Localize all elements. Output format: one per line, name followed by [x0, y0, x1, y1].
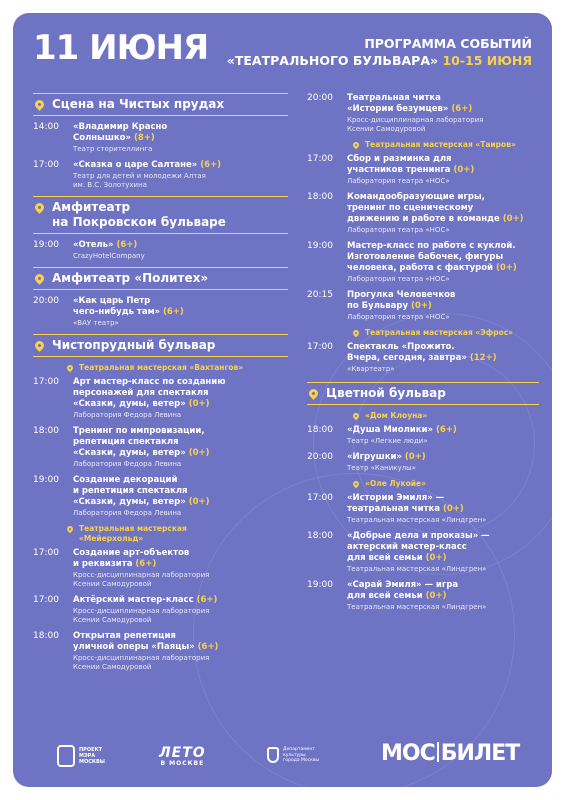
event-title	[73, 548, 288, 570]
event-name: Открытая репетиция уличной оперы «Паяцы»	[73, 631, 195, 652]
culture-department-text: Департамент культуры города Москвы	[283, 747, 320, 763]
summer-logo-small: В МОСКВЕ	[160, 760, 205, 767]
event-body	[73, 122, 288, 154]
event-time: 17:00	[307, 493, 333, 503]
event-name: Спектакль «Прожито. Вчера, сегодня, завтра»	[347, 342, 467, 363]
workshop-events	[307, 93, 539, 134]
event-organizer: Кросс-дисциплинарная лаборатория Ксении Самодуровой	[73, 607, 210, 624]
event-time: 18:00	[33, 631, 59, 641]
venue-name: Амфитеатр на Покровском бульваре	[52, 200, 226, 229]
event-name: Создание арт-объектов и реквизита	[73, 548, 190, 569]
workshop-name: Театральная мастерская «Вахтангов»	[79, 363, 244, 372]
age-rating: (0+)	[425, 591, 447, 601]
event-body	[73, 426, 288, 469]
event-title	[347, 290, 539, 312]
event-row	[33, 595, 288, 625]
event-body	[347, 290, 539, 322]
event-organizer: Театр «Легкие люди»	[347, 437, 428, 445]
event-row	[307, 580, 539, 612]
event-name: Сбор и разминка для участников тренинга	[347, 154, 452, 175]
event-time: 20:00	[33, 296, 59, 306]
mosbilet-logo-part2: БИЛЕТ	[440, 741, 520, 766]
event-title	[347, 531, 539, 564]
event-title	[73, 595, 288, 606]
event-name: Командообразующие игры, тренинг по сценическому движению и работе в команде	[347, 192, 500, 224]
event-time: 20:15	[307, 290, 333, 300]
age-rating: (0+)	[404, 452, 426, 462]
event-title	[73, 160, 288, 171]
age-rating: (0+)	[425, 553, 447, 563]
event-row	[33, 296, 288, 328]
workshop-name: «Дом Клоуна»	[365, 411, 428, 420]
location-pin-icon	[352, 480, 360, 488]
event-name: «Душа Миолики»	[347, 425, 433, 435]
event-name: «Как царь Петр чего-нибудь там»	[73, 296, 161, 317]
event-time: 19:00	[307, 580, 333, 590]
venue-name: Чистопрудный бульвар	[52, 338, 216, 352]
workshop-header	[351, 479, 539, 489]
event-time: 20:00	[307, 452, 333, 462]
event-title	[73, 377, 288, 410]
event-time: 17:00	[33, 160, 59, 170]
venue-header	[33, 334, 288, 357]
event-body	[73, 631, 288, 672]
sponsor-footer	[13, 739, 552, 779]
event-organizer: Лаборатория театра «НОС»	[347, 313, 450, 321]
age-rating: (6+)	[451, 104, 473, 114]
event-title	[73, 475, 288, 508]
event-organizer: Лаборатория театра «НОС»	[347, 177, 450, 185]
program-title-line1: ПРОГРАММА СОБЫТИЙ	[364, 36, 532, 51]
event-body	[347, 192, 539, 235]
event-row	[33, 548, 288, 589]
event-name: «Отель»	[73, 240, 114, 250]
age-rating: (6+)	[435, 425, 457, 435]
event-body	[347, 93, 539, 134]
summer-moscow-logo	[159, 746, 206, 768]
event-organizer: Лаборатория театра «НОС»	[347, 275, 450, 283]
event-organizer: Театральная мастерская «Линдгрен»	[347, 603, 487, 611]
event-name: Арт мастер-класс по созданию персонажей для спектакля «Сказки, думы, ветер»	[73, 377, 226, 409]
program-title-name: «ТЕАТРАЛЬНОГО БУЛЬВАРА»	[226, 53, 439, 68]
event-body	[73, 240, 288, 261]
event-body	[73, 296, 288, 328]
location-pin-icon	[352, 412, 360, 420]
event-title	[347, 493, 539, 515]
event-title	[347, 241, 539, 274]
event-time: 14:00	[33, 122, 59, 132]
event-organizer: Лаборатория Федора Левина	[73, 460, 182, 468]
age-rating: (6+)	[116, 240, 138, 250]
event-body	[347, 531, 539, 574]
workshop-header	[351, 328, 539, 338]
event-body	[73, 595, 288, 625]
event-organizer: «Квартеатр»	[347, 365, 395, 373]
workshop-name: Театральная мастерская «Таиров»	[365, 140, 516, 149]
event-row	[33, 377, 288, 420]
event-row	[33, 631, 288, 672]
age-rating: (0+)	[495, 263, 517, 273]
event-name: Мастер-класс по работе с куклой. Изготовление бабочек, фигуры человека, работа с фактурой	[347, 241, 516, 273]
event-name: Создание декораций и репетиция спектакля «Сказки, думы, ветер»	[73, 475, 188, 507]
mosbilet-logo-part1: МОС	[381, 741, 435, 766]
event-name: «Добрые дела и проказы» — актерский мастер-класс для всей семьи	[347, 531, 490, 563]
event-organizer: Театр «Каникулы»	[347, 464, 416, 472]
age-rating: (6+)	[135, 559, 157, 569]
age-rating: (6+)	[200, 160, 222, 170]
location-pin-icon	[33, 272, 46, 285]
event-organizer: Лаборатория Федора Левина	[73, 509, 182, 517]
event-time: 20:00	[307, 93, 333, 103]
event-organizer: Театральная мастерская «Линдгрен»	[347, 565, 487, 573]
venue-name: Амфитеатр «Политех»	[52, 271, 209, 285]
location-pin-icon	[352, 141, 360, 149]
location-pin-icon	[33, 98, 46, 111]
mayor-project-text: ПРОЕКТ МЭРА МОСКВЫ	[79, 747, 105, 765]
age-rating: (0+)	[453, 165, 475, 175]
location-pin-icon	[352, 329, 360, 337]
location-pin-icon	[66, 364, 74, 372]
workshop-header	[65, 524, 288, 544]
event-organizer: «ВАУ театр»	[73, 319, 119, 327]
event-time: 17:00	[33, 595, 59, 605]
event-name: Актёрский мастер-класс	[73, 595, 194, 605]
age-rating: (0+)	[188, 497, 210, 507]
event-body	[347, 493, 539, 525]
workshop-name: Театральная мастерская «Эфрос»	[365, 328, 514, 337]
event-body	[73, 475, 288, 518]
venue-name: Цветной бульвар	[326, 386, 446, 400]
location-pin-icon	[33, 201, 46, 214]
event-organizer: Кросс-дисциплинарная лаборатория Ксении Самодуровой	[73, 654, 210, 671]
event-row	[307, 493, 539, 525]
event-name: Прогулка Человечков по Бульвару	[347, 290, 456, 311]
workshop-name: Театральная мастерская «Мейерхольд»	[79, 524, 187, 543]
event-name: «Сарай Эмиля» — игра для всей семьи	[347, 580, 459, 601]
event-title	[347, 192, 539, 225]
event-name: «Владимир Красно Солнышко»	[73, 122, 168, 143]
workshop-events	[307, 154, 539, 322]
mayor-project-logo	[57, 745, 105, 767]
event-title	[73, 240, 288, 251]
workshop-events	[307, 342, 539, 374]
venue-header	[33, 267, 288, 290]
age-rating: (12+)	[469, 353, 497, 363]
event-body	[347, 425, 539, 446]
event-time: 17:00	[33, 377, 59, 387]
age-rating: (0+)	[188, 448, 210, 458]
program-title	[227, 35, 532, 69]
event-organizer: Театр для детей и молодежи Алтая им. В.С. Золотухина	[73, 172, 206, 189]
event-body	[347, 580, 539, 612]
event-title	[347, 154, 539, 176]
age-rating: (6+)	[196, 595, 218, 605]
mosbilet-logo	[381, 741, 519, 767]
age-rating: (6+)	[162, 307, 184, 317]
event-time: 17:00	[307, 154, 333, 164]
summer-logo-big: ЛЕТО	[159, 745, 206, 761]
event-title	[347, 580, 539, 602]
event-name: Театральная читка «Истории безумцев»	[347, 93, 449, 114]
event-organizer: CrazyHotelCompany	[73, 252, 145, 260]
poster-card	[13, 13, 552, 787]
program-title-line2	[227, 52, 532, 69]
moscow-crest-icon	[267, 747, 279, 763]
event-name: Тренинг по импровизации, репетиция спектакля «Сказки, думы, ветер»	[73, 426, 205, 458]
event-title	[347, 425, 539, 436]
right-column	[307, 93, 539, 618]
age-rating: (6+)	[197, 642, 219, 652]
event-name: «Сказка о царе Салтане»	[73, 160, 198, 170]
location-pin-icon	[66, 525, 74, 533]
event-organizer: Театр сторителлинга	[73, 145, 153, 153]
venue-events	[33, 240, 288, 261]
venue-name: Сцена на Чистых прудах	[52, 97, 225, 111]
event-organizer: Кросс-дисциплинарная лаборатория Ксении Самодуровой	[347, 116, 484, 133]
workshop-events	[33, 548, 288, 672]
event-row	[307, 342, 539, 374]
event-row	[307, 290, 539, 322]
event-time: 19:00	[33, 475, 59, 485]
event-row	[307, 241, 539, 284]
age-rating: (0+)	[188, 399, 210, 409]
workshop-name: «Оле Лукойе»	[365, 479, 426, 488]
event-row	[307, 425, 539, 446]
event-row	[307, 531, 539, 574]
event-body	[347, 342, 539, 374]
venue-header	[307, 382, 539, 405]
event-body	[347, 241, 539, 284]
location-pin-icon	[307, 387, 320, 400]
event-title	[73, 631, 288, 653]
event-time: 17:00	[33, 548, 59, 558]
event-body	[73, 160, 288, 190]
event-row	[33, 240, 288, 261]
event-title	[347, 93, 539, 115]
event-time: 19:00	[307, 241, 333, 251]
event-title	[73, 426, 288, 459]
age-rating: (8+)	[133, 133, 155, 143]
venue-header	[33, 196, 288, 234]
event-organizer: Кросс-дисциплинарная лаборатория Ксении Самодуровой	[73, 571, 210, 588]
mayor-project-icon	[57, 745, 75, 767]
event-title	[347, 452, 539, 463]
age-rating: (0+)	[502, 214, 524, 224]
event-row	[307, 452, 539, 473]
event-organizer: Лаборатория театра «НОС»	[347, 226, 450, 234]
event-body	[347, 154, 539, 186]
event-body	[347, 452, 539, 473]
venue-events	[33, 296, 288, 328]
event-time: 18:00	[307, 425, 333, 435]
event-row	[33, 426, 288, 469]
event-row	[33, 160, 288, 190]
event-time: 17:00	[307, 342, 333, 352]
workshop-events	[33, 377, 288, 518]
venue-header	[33, 93, 288, 116]
event-title	[73, 296, 288, 318]
event-row	[33, 122, 288, 154]
event-row	[307, 93, 539, 134]
culture-department-logo	[267, 747, 319, 764]
workshop-header	[351, 140, 539, 150]
event-organizer: Театральная мастерская «Линдгрен»	[347, 516, 487, 524]
mosbilet-separator	[437, 742, 439, 762]
workshop-header	[351, 411, 539, 421]
event-time: 19:00	[33, 240, 59, 250]
event-row	[33, 475, 288, 518]
program-title-dates: 10-15 ИЮНЯ	[442, 53, 532, 68]
event-row	[307, 192, 539, 235]
event-row	[307, 154, 539, 186]
event-body	[73, 548, 288, 589]
event-title	[73, 122, 288, 144]
event-title	[347, 342, 539, 364]
workshop-events	[307, 493, 539, 612]
event-body	[73, 377, 288, 420]
age-rating: (0+)	[411, 301, 432, 311]
workshop-header	[65, 363, 288, 373]
event-time: 18:00	[307, 192, 333, 202]
venue-events	[33, 122, 288, 190]
event-date: 11 ИЮНЯ	[33, 28, 209, 68]
location-pin-icon	[33, 339, 46, 352]
age-rating: (0+)	[443, 504, 464, 514]
workshop-events	[307, 425, 539, 473]
event-name: «Игрушки»	[347, 452, 402, 462]
event-time: 18:00	[307, 531, 333, 541]
left-column	[33, 93, 288, 678]
event-time: 18:00	[33, 426, 59, 436]
event-organizer: Лаборатория Федора Левина	[73, 411, 182, 419]
event-name: «Истории Эмиля» — театральная читка	[347, 493, 445, 514]
